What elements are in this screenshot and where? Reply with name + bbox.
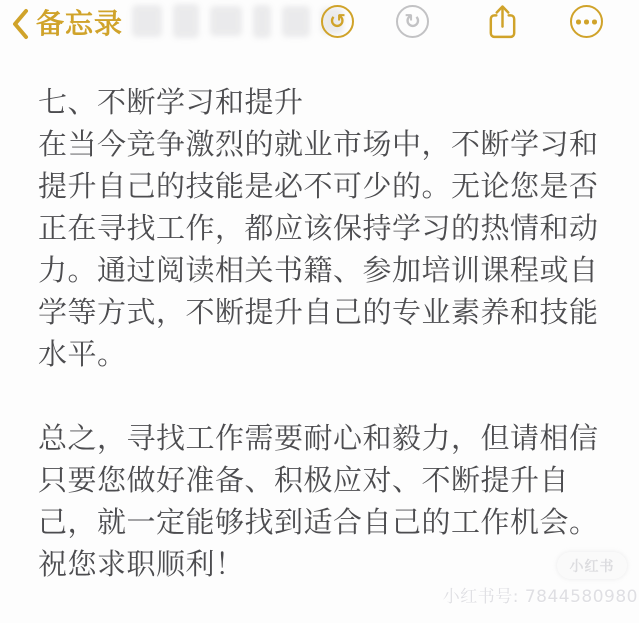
more-button[interactable] — [570, 5, 603, 38]
redo-button[interactable] — [396, 5, 429, 38]
ellipsis-icon — [576, 20, 597, 25]
note-line-blank — [38, 375, 614, 417]
xiaohongshu-badge-label: 小红书 — [569, 558, 615, 575]
note-line: 七、不断学习和提升 — [38, 85, 304, 119]
share-button[interactable] — [484, 1, 521, 46]
note-line: 只要您做好准备、积极应对、不断提升自 — [38, 463, 570, 497]
chevron-left-icon — [10, 7, 30, 41]
note-line: 学等方式，不断提升自己的专业素养和技能 — [38, 295, 599, 329]
back-button[interactable] — [10, 6, 123, 42]
back-button-label: 备忘录 — [36, 7, 124, 40]
undo-button[interactable] — [321, 5, 354, 38]
note-line: 正在寻找工作，都应该保持学习的热情和动 — [38, 211, 599, 245]
note-line: 总之，寻找工作需要耐心和毅力，但请相信 — [38, 421, 599, 455]
share-icon — [484, 1, 521, 42]
note-line: 己，就一定能够找到适合自己的工作机会。 — [38, 505, 599, 539]
note-editor[interactable] — [38, 81, 614, 585]
note-line: 提升自己的技能是必不可少的。无论您是否 — [38, 169, 599, 203]
xiaohongshu-account-id: 小红书号: 7844580980 — [442, 587, 638, 607]
note-line: 水平。 — [38, 337, 127, 371]
note-line: 力。通过阅读相关书籍、参加培训课程或自 — [38, 253, 599, 287]
redo-icon: ↻ — [404, 8, 421, 33]
note-line: 在当今竞争激烈的就业市场中，不断学习和 — [38, 127, 599, 161]
undo-icon: ↺ — [329, 8, 346, 33]
navigation-bar — [0, 0, 639, 54]
note-line: 祝您求职顺利！ — [38, 547, 245, 581]
